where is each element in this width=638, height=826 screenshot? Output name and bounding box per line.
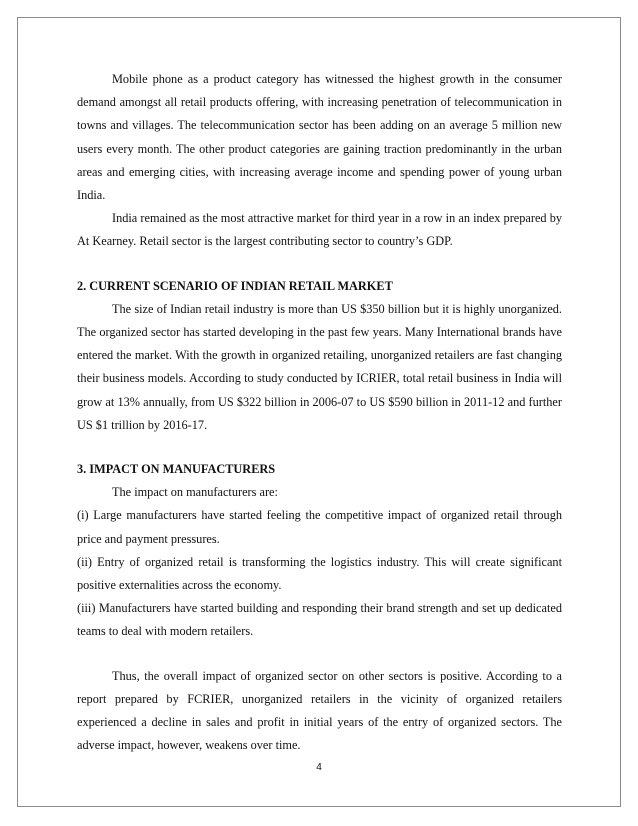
paragraph-impact-intro: The impact on manufacturers are:	[112, 485, 278, 500]
list-item-impact-3: (iii) Manufacturers have started building and responding their brand strength and set up dedicated teams to deal with modern retailers.	[77, 601, 562, 639]
section-heading-current-scenario: 2. CURRENT SCENARIO OF INDIAN RETAIL MARKET	[77, 278, 393, 293]
paragraph-mobile-phone: Mobile phone as a product category has witnessed the highest growth in the consumer demand amongst all retail products offering, with increasing penetration of telecommunication in towns and villages. The telecommunication sector has been adding on an average 5 million new users every month. The other product categories are gaining traction predominantly in the urban areas and emerging cities, with increasing average income and spending power of young urban India.	[77, 72, 562, 203]
paragraph-conclusion: Thus, the overall impact of organized sector on other sectors is positive. According to a report prepared by FCRIER, unorganized retailers in the vicinity of organized retailers experienced a decline in sales and profit in initial years of the entry of organized sectors. The adverse impact, however, weakens over time.	[77, 668, 562, 753]
list-item-impact-2: (ii) Entry of organized retail is transforming the logistics industry. This will create significant positive externalities across the economy.	[77, 554, 562, 593]
paragraph-retail-size: The size of Indian retail industry is more than US $350 billion but it is highly unorganized. The organized sector has started developing in the past few years. Many International brands have entered the market. With the growth in organized retailing, unorganized retailers are fast changing their business models. According to study conducted by ICRIER, total retail business in India will grow at 13% annually, from US $322 billion in 2006-07 to US $590 billion in 2011-12 and further US $1 trillion by 2016-17.	[77, 301, 562, 432]
section-heading-impact-manufacturers: 3. IMPACT ON MANUFACTURERS	[77, 462, 276, 477]
list-item-impact-1: (i) Large manufacturers have started feeling the competitive impact of organized retail through price and payment pressures.	[77, 508, 562, 546]
paragraph-attractive-market: India remained as the most attractive market for third year in a row in an index prepared by At Kearney. Retail sector is the largest contributing sector to country’s GDP.	[77, 211, 562, 249]
page-number: 4	[316, 762, 322, 773]
document-body	[77, 68, 562, 757]
